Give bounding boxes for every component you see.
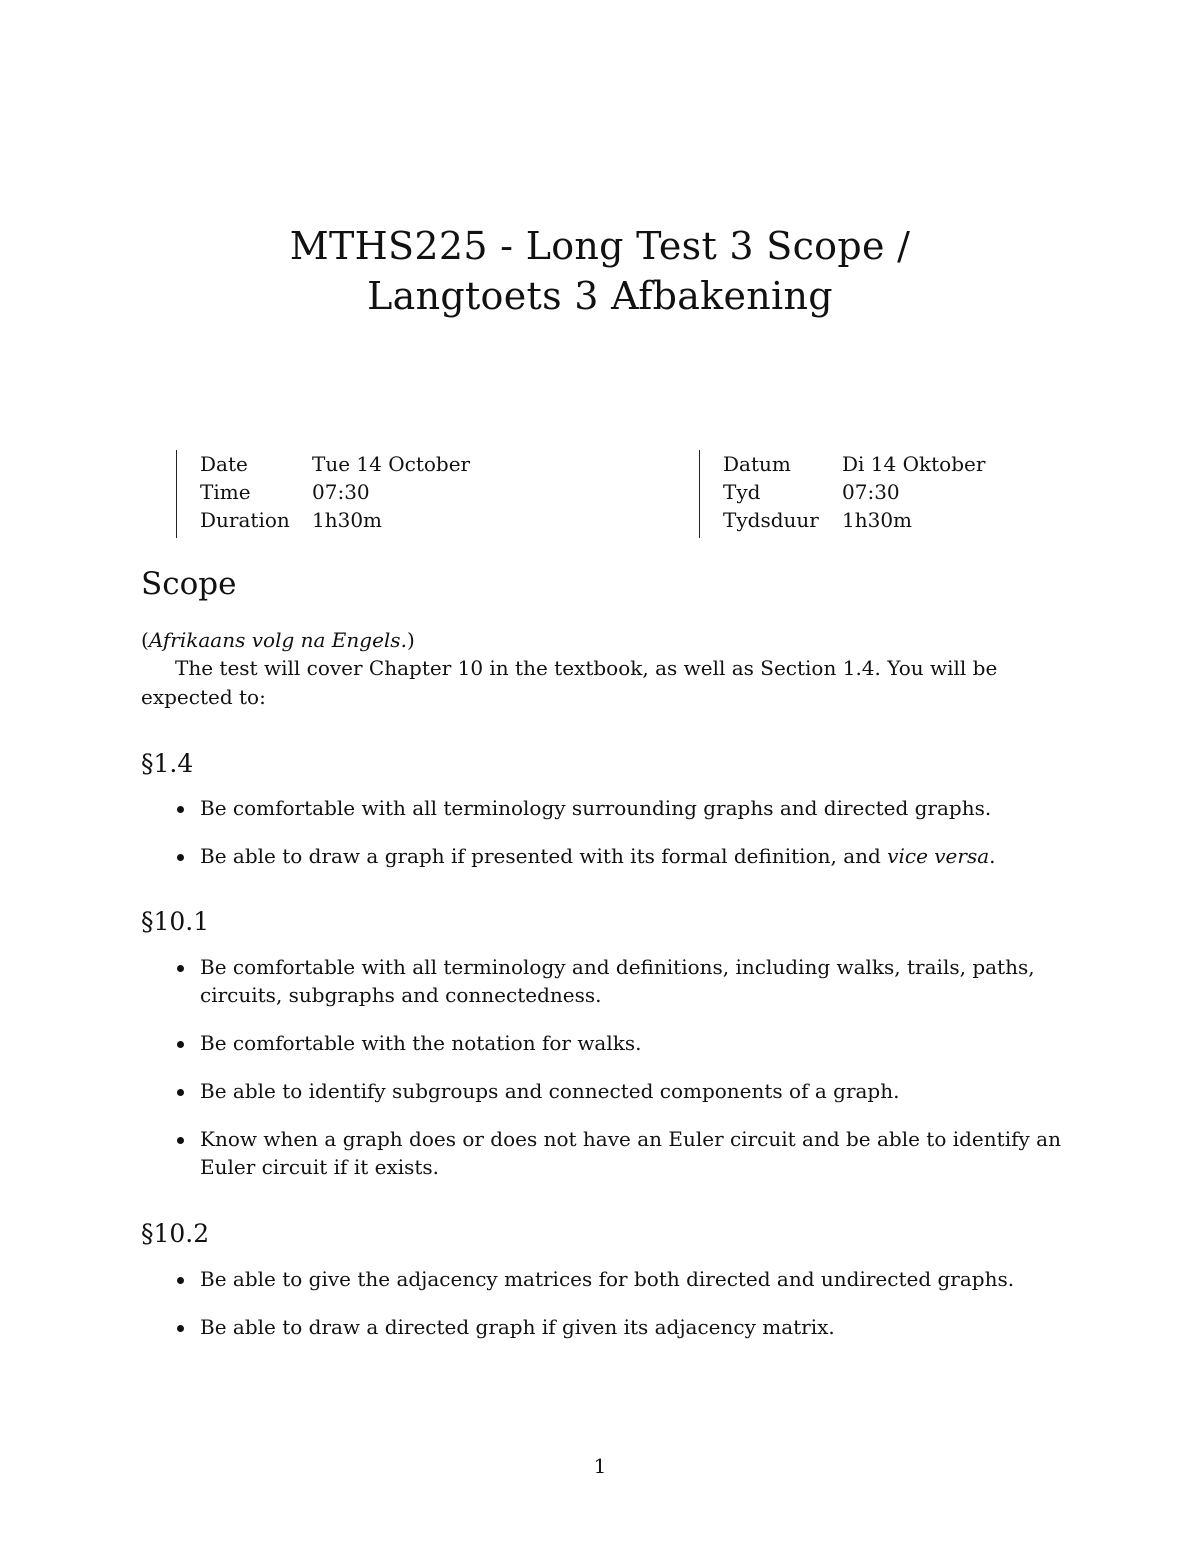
section-1-4-list [200, 794, 1062, 890]
tyd-value: 07:30 [842, 480, 900, 504]
date-value: Tue 14 October [312, 452, 471, 476]
list-item: Be comfortable with the notation for walks. [200, 1029, 1062, 1057]
list-item: Be comfortable with all terminology and definitions, including walks, trails, paths, circuits, subgraphs and connectedness. [200, 953, 1062, 1009]
list-item: Be able to draw a directed graph if given its adjacency matrix. [200, 1313, 1062, 1341]
note-close-paren: ) [406, 628, 415, 652]
list-item: Be comfortable with all terminology surrounding graphs and directed graphs. [200, 794, 1062, 822]
scope-intro-paragraph: The test will cover Chapter 10 in the textbook, as well as Section 1.4. You will be expected to: [141, 656, 998, 709]
list-item: Be able to give the adjacency matrices for both directed and undirected graphs. [200, 1265, 1062, 1293]
document-title-line-2: Langtoets 3 Afbakening [367, 274, 833, 318]
time-row [200, 478, 470, 506]
datum-label: Datum [723, 452, 791, 476]
date-row [200, 450, 470, 478]
document-title-line-1: MTHS225 - Long Test 3 Scope / [289, 224, 911, 268]
section-1-4-heading: §1.4 [141, 749, 194, 778]
tydsduur-value: 1h30m [842, 508, 913, 532]
page-number: 1 [593, 1454, 607, 1478]
scope-heading: Scope [141, 566, 237, 602]
section-10-2-heading: §10.2 [141, 1219, 210, 1248]
tyd-row [723, 478, 985, 506]
time-value: 07:30 [312, 480, 370, 504]
duration-row [200, 506, 470, 534]
list-item: Be able to draw a graph if presented with its formal definition, and vice versa. [200, 842, 1062, 870]
duration-value: 1h30m [312, 508, 383, 532]
section-10-1-heading: §10.1 [141, 907, 210, 936]
time-label: Time [200, 480, 251, 504]
tydsduur-row [723, 506, 985, 534]
note-open-paren: ( [141, 628, 149, 652]
info-block-english [176, 450, 470, 538]
duration-label: Duration [200, 508, 290, 532]
info-block-afrikaans [699, 450, 985, 538]
section-10-1-list [200, 953, 1062, 1201]
datum-value: Di 14 Oktober [842, 452, 986, 476]
tyd-label: Tyd [723, 480, 761, 504]
datum-row [723, 450, 985, 478]
list-item: Be able to identify subgroups and connected components of a graph. [200, 1077, 1062, 1105]
language-note [141, 626, 415, 654]
tydsduur-label: Tydsduur [723, 508, 819, 532]
list-item: Know when a graph does or does not have an Euler circuit and be able to identify an Euler circuit if it exists. [200, 1127, 1061, 1179]
section-10-2-list [200, 1265, 1062, 1361]
date-label: Date [200, 452, 248, 476]
note-text: Afrikaans volg na Engels. [148, 628, 407, 652]
emphasis-text: vice versa [887, 844, 990, 868]
